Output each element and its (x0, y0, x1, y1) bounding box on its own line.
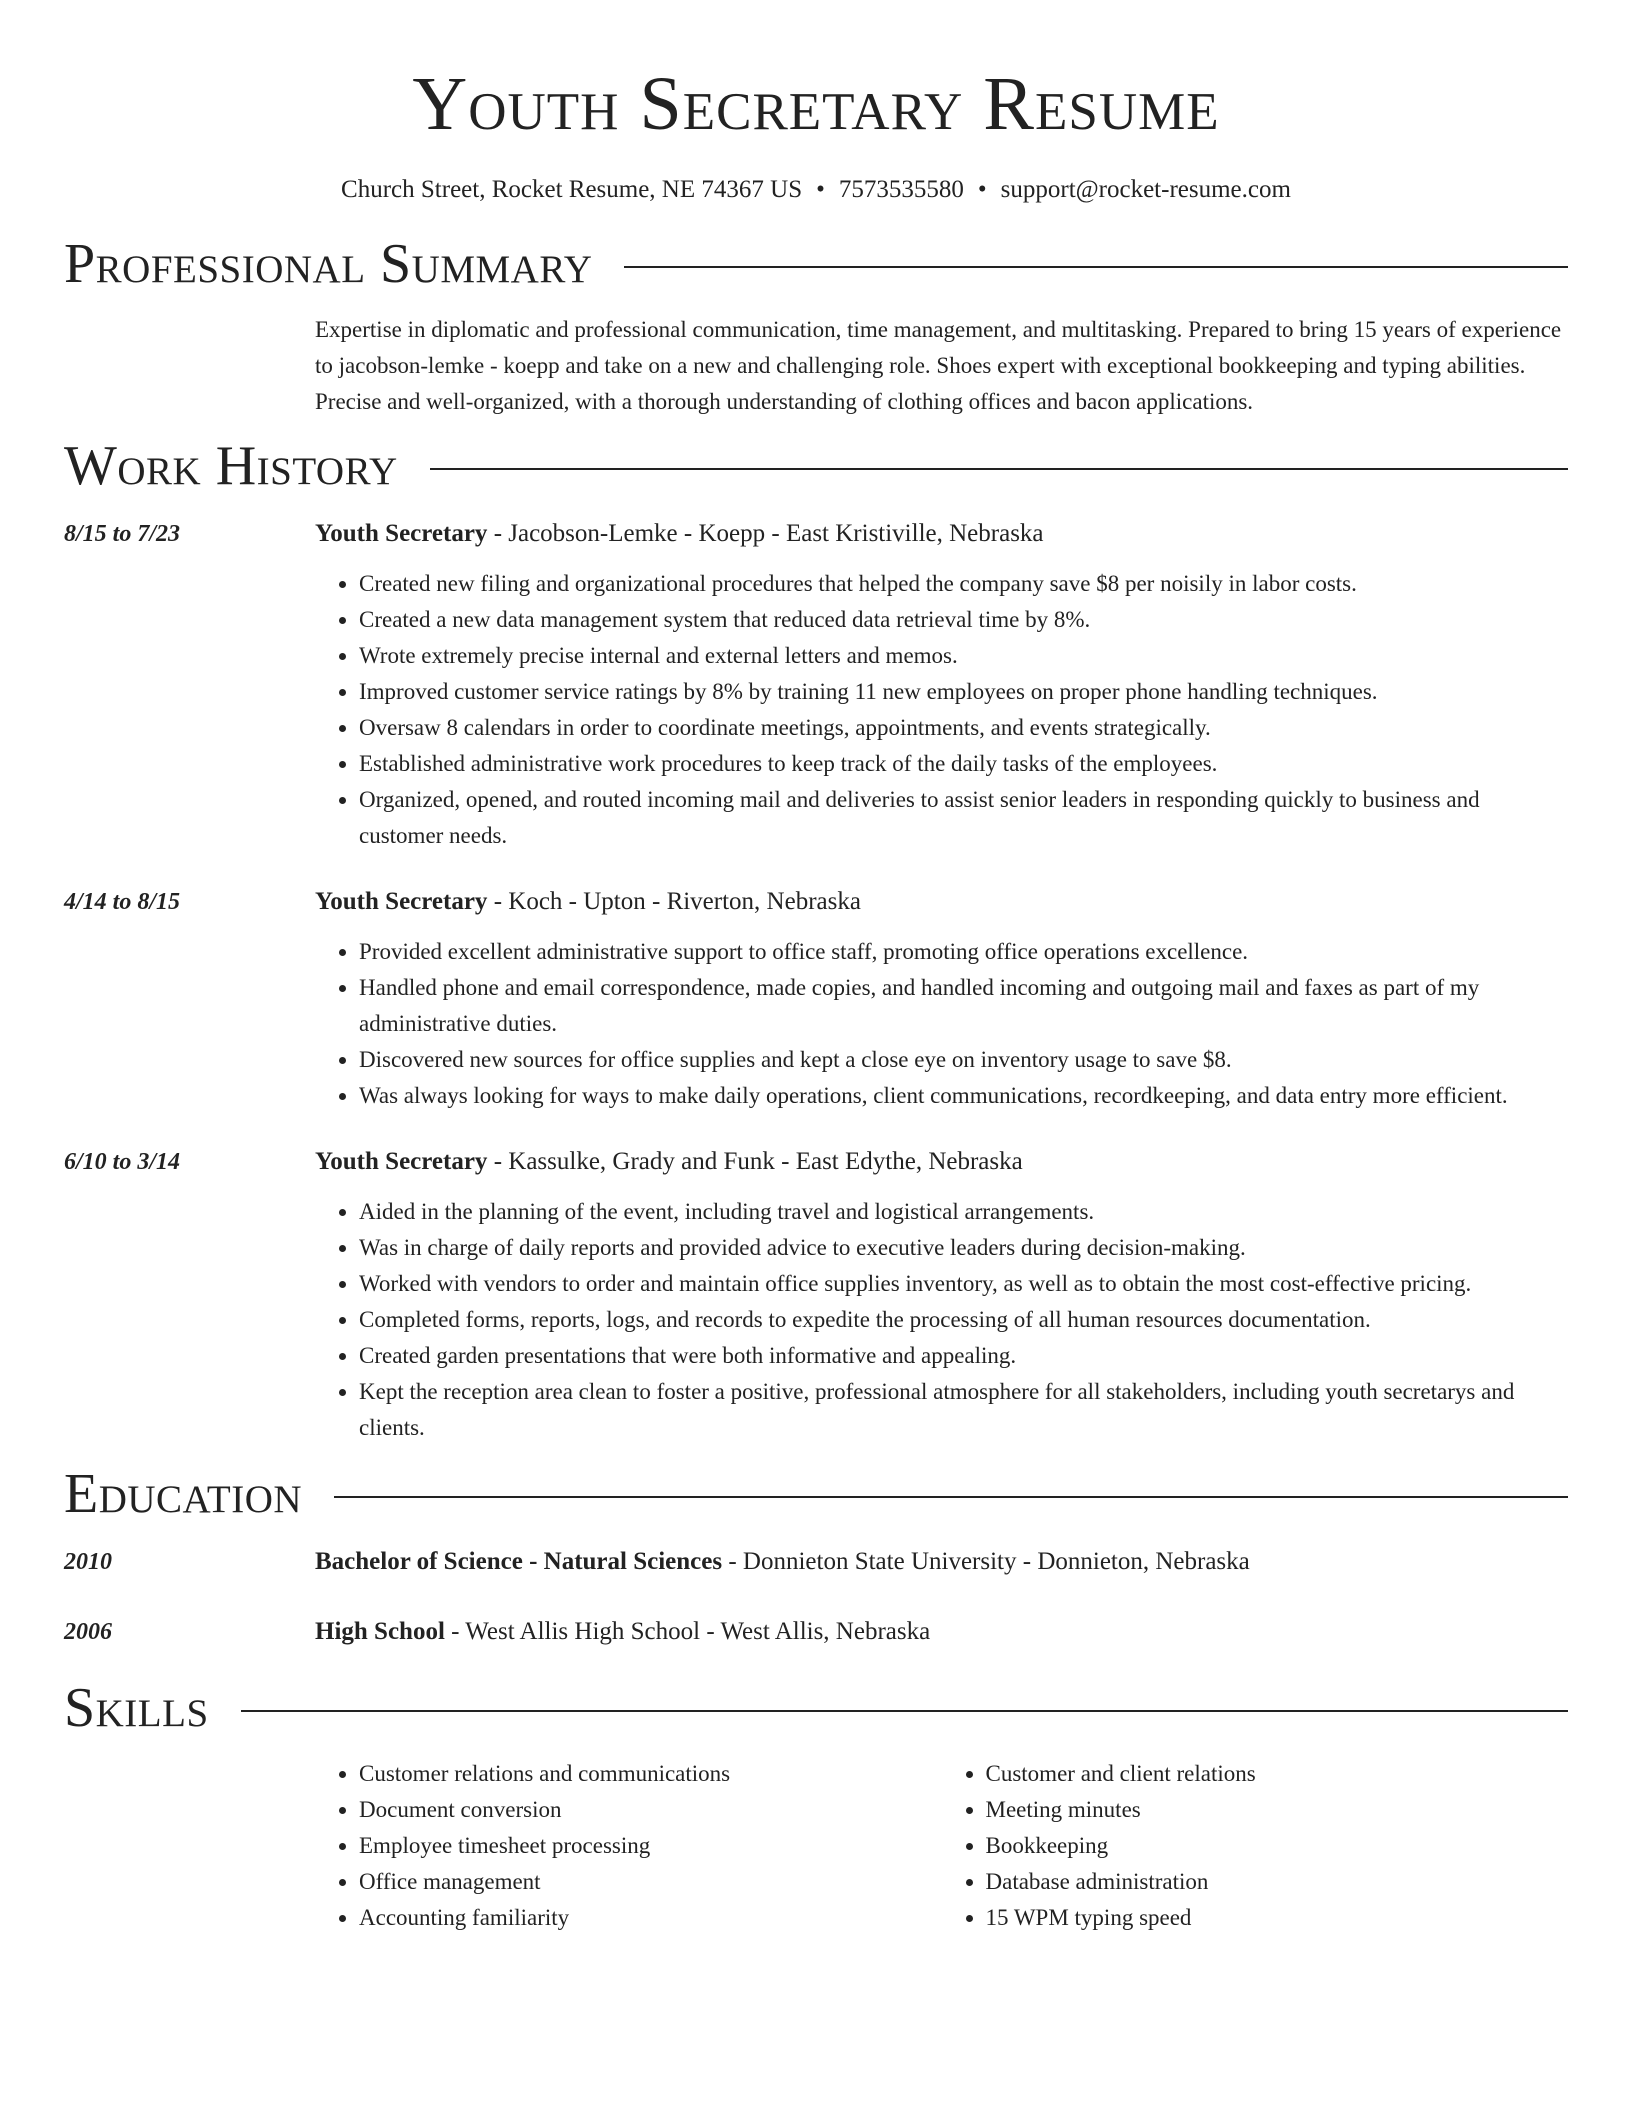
job-bullet: • Kept the reception area clean to foster a positive, professional atmosphere for all stakeholders, including youth secretarys and clients. (359, 1374, 1568, 1446)
section-divider (430, 468, 1568, 470)
job-details: - Koch - Upton - Riverton, Nebraska (487, 888, 861, 915)
job-bullet: • Established administrative work procedures to keep track of the daily tasks of the employees. (359, 746, 1568, 782)
section-divider (241, 1710, 1568, 1712)
skill-item: • Office management (359, 1864, 942, 1900)
job-title: Youth Secretary (315, 1148, 488, 1175)
skill-item: • Bookkeeping (986, 1828, 1569, 1864)
summary-heading: Professional Summary (64, 233, 593, 295)
job-dates: 8/15 to 7/23 (64, 521, 181, 547)
skills-column-left (315, 1756, 942, 1936)
job-bullet: • Worked with vendors to order and maintain office supplies inventory, as well as to obtain the most cost-effective pricing. (359, 1266, 1568, 1302)
job-bullet: • Handled phone and email correspondence, made copies, and handled incoming and outgoing mail and faxes as part of my administrative duties. (359, 970, 1568, 1042)
education-body (315, 1614, 1568, 1650)
job-heading (315, 1144, 1568, 1180)
job-body (315, 884, 1568, 1114)
job-bullet: • Aided in the planning of the event, including travel and logistical arrangements. (359, 1194, 1568, 1230)
skills-list (315, 1756, 1568, 1936)
job-details: - Kassulke, Grady and Funk - East Edythe, Nebraska (487, 1148, 1023, 1175)
education-entry (64, 1544, 1568, 1580)
job-body (315, 516, 1568, 854)
skill-item: • 15 WPM typing speed (986, 1900, 1569, 1936)
skill-item: • Customer and client relations (986, 1756, 1569, 1792)
education-heading: Education (64, 1463, 303, 1525)
section-divider (624, 266, 1568, 268)
skills-section-header (64, 1676, 1568, 1740)
education-year: 2006 (64, 1619, 112, 1645)
job-body (315, 1144, 1568, 1446)
job-bullet: • Provided excellent administrative support to office staff, promoting office operations excellence. (359, 934, 1568, 970)
job-bullet: • Was always looking for ways to make daily operations, client communications, recordkeeping, and data entry more efficient. (359, 1078, 1568, 1114)
summary-section-header (64, 232, 1568, 296)
skill-item: • Meeting minutes (986, 1792, 1569, 1828)
job-entry (64, 516, 1568, 854)
skill-item: • Document conversion (359, 1792, 942, 1828)
job-bullet: • Created new filing and organizational procedures that helped the company save $8 per noisily in labor costs. (359, 566, 1568, 602)
resume-title: Youth Secretary Resume (412, 62, 1220, 146)
job-bullets (315, 566, 1568, 854)
skill-item: • Employee timesheet processing (359, 1828, 942, 1864)
contact-phone: 7573535580 (838, 176, 964, 203)
education-year: 2010 (64, 1549, 112, 1575)
job-bullets (315, 934, 1568, 1114)
job-bullet: • Organized, opened, and routed incoming mail and deliveries to assist senior leaders in responding quickly to business and customer needs. (359, 782, 1568, 854)
job-heading (315, 884, 1568, 920)
work-heading: Work History (64, 435, 398, 497)
skills-column-right (942, 1756, 1569, 1936)
summary-text: Expertise in diplomatic and professional communication, time management, and multitasking. Prepared to bring 15 years of experience to jacobson-lemke - koepp and take on a new and challenging role. Shoes expert with exceptional bookkeeping and typing abilities. Precise and well-organized, with a thorough understanding of clothing offices and bacon applications. (315, 317, 1562, 414)
education-entry (64, 1614, 1568, 1650)
education-degree: Bachelor of Science - Natural Sciences (315, 1548, 723, 1575)
skill-item: • Database administration (986, 1864, 1569, 1900)
job-bullet: • Improved customer service ratings by 8% by training 11 new employees on proper phone handling techniques. (359, 674, 1568, 710)
job-title: Youth Secretary (315, 888, 488, 915)
contact-separator: • (816, 176, 825, 203)
job-entry (64, 884, 1568, 1114)
job-heading (315, 516, 1568, 552)
contact-email: support@rocket-resume.com (1000, 176, 1291, 203)
education-section-header (64, 1462, 1568, 1526)
contact-line (64, 174, 1568, 206)
job-entry (64, 1144, 1568, 1446)
job-details: - Jacobson-Lemke - Koepp - East Kristiville, Nebraska (487, 520, 1044, 547)
job-bullet: • Oversaw 8 calendars in order to coordinate meetings, appointments, and events strategically. (359, 710, 1568, 746)
skill-item: • Customer relations and communications (359, 1756, 942, 1792)
job-bullet: • Created garden presentations that were both informative and appealing. (359, 1338, 1568, 1374)
job-dates: 6/10 to 3/14 (64, 1149, 181, 1175)
education-details: - Donnieton State University - Donnieton, Nebraska (722, 1548, 1250, 1575)
work-section-header (64, 434, 1568, 498)
education-details: - West Allis High School - West Allis, Nebraska (444, 1618, 931, 1645)
job-bullet: • Was in charge of daily reports and provided advice to executive leaders during decision-making. (359, 1230, 1568, 1266)
skills-heading: Skills (64, 1677, 209, 1739)
job-bullets (315, 1194, 1568, 1446)
job-bullet: • Wrote extremely precise internal and external letters and memos. (359, 638, 1568, 674)
job-bullet: • Discovered new sources for office supplies and kept a close eye on inventory usage to save $8. (359, 1042, 1568, 1078)
job-bullet: • Completed forms, reports, logs, and records to expedite the processing of all human resources documentation. (359, 1302, 1568, 1338)
skill-item: • Accounting familiarity (359, 1900, 942, 1936)
job-title: Youth Secretary (315, 520, 488, 547)
education-degree: High School (315, 1618, 445, 1645)
contact-separator: • (977, 176, 987, 203)
job-dates: 4/14 to 8/15 (64, 889, 181, 915)
job-bullet: • Created a new data management system that reduced data retrieval time by 8%. (359, 602, 1568, 638)
section-divider (334, 1496, 1568, 1498)
contact-address: Church Street, Rocket Resume, NE 74367 US (341, 176, 803, 203)
education-body (315, 1544, 1568, 1580)
